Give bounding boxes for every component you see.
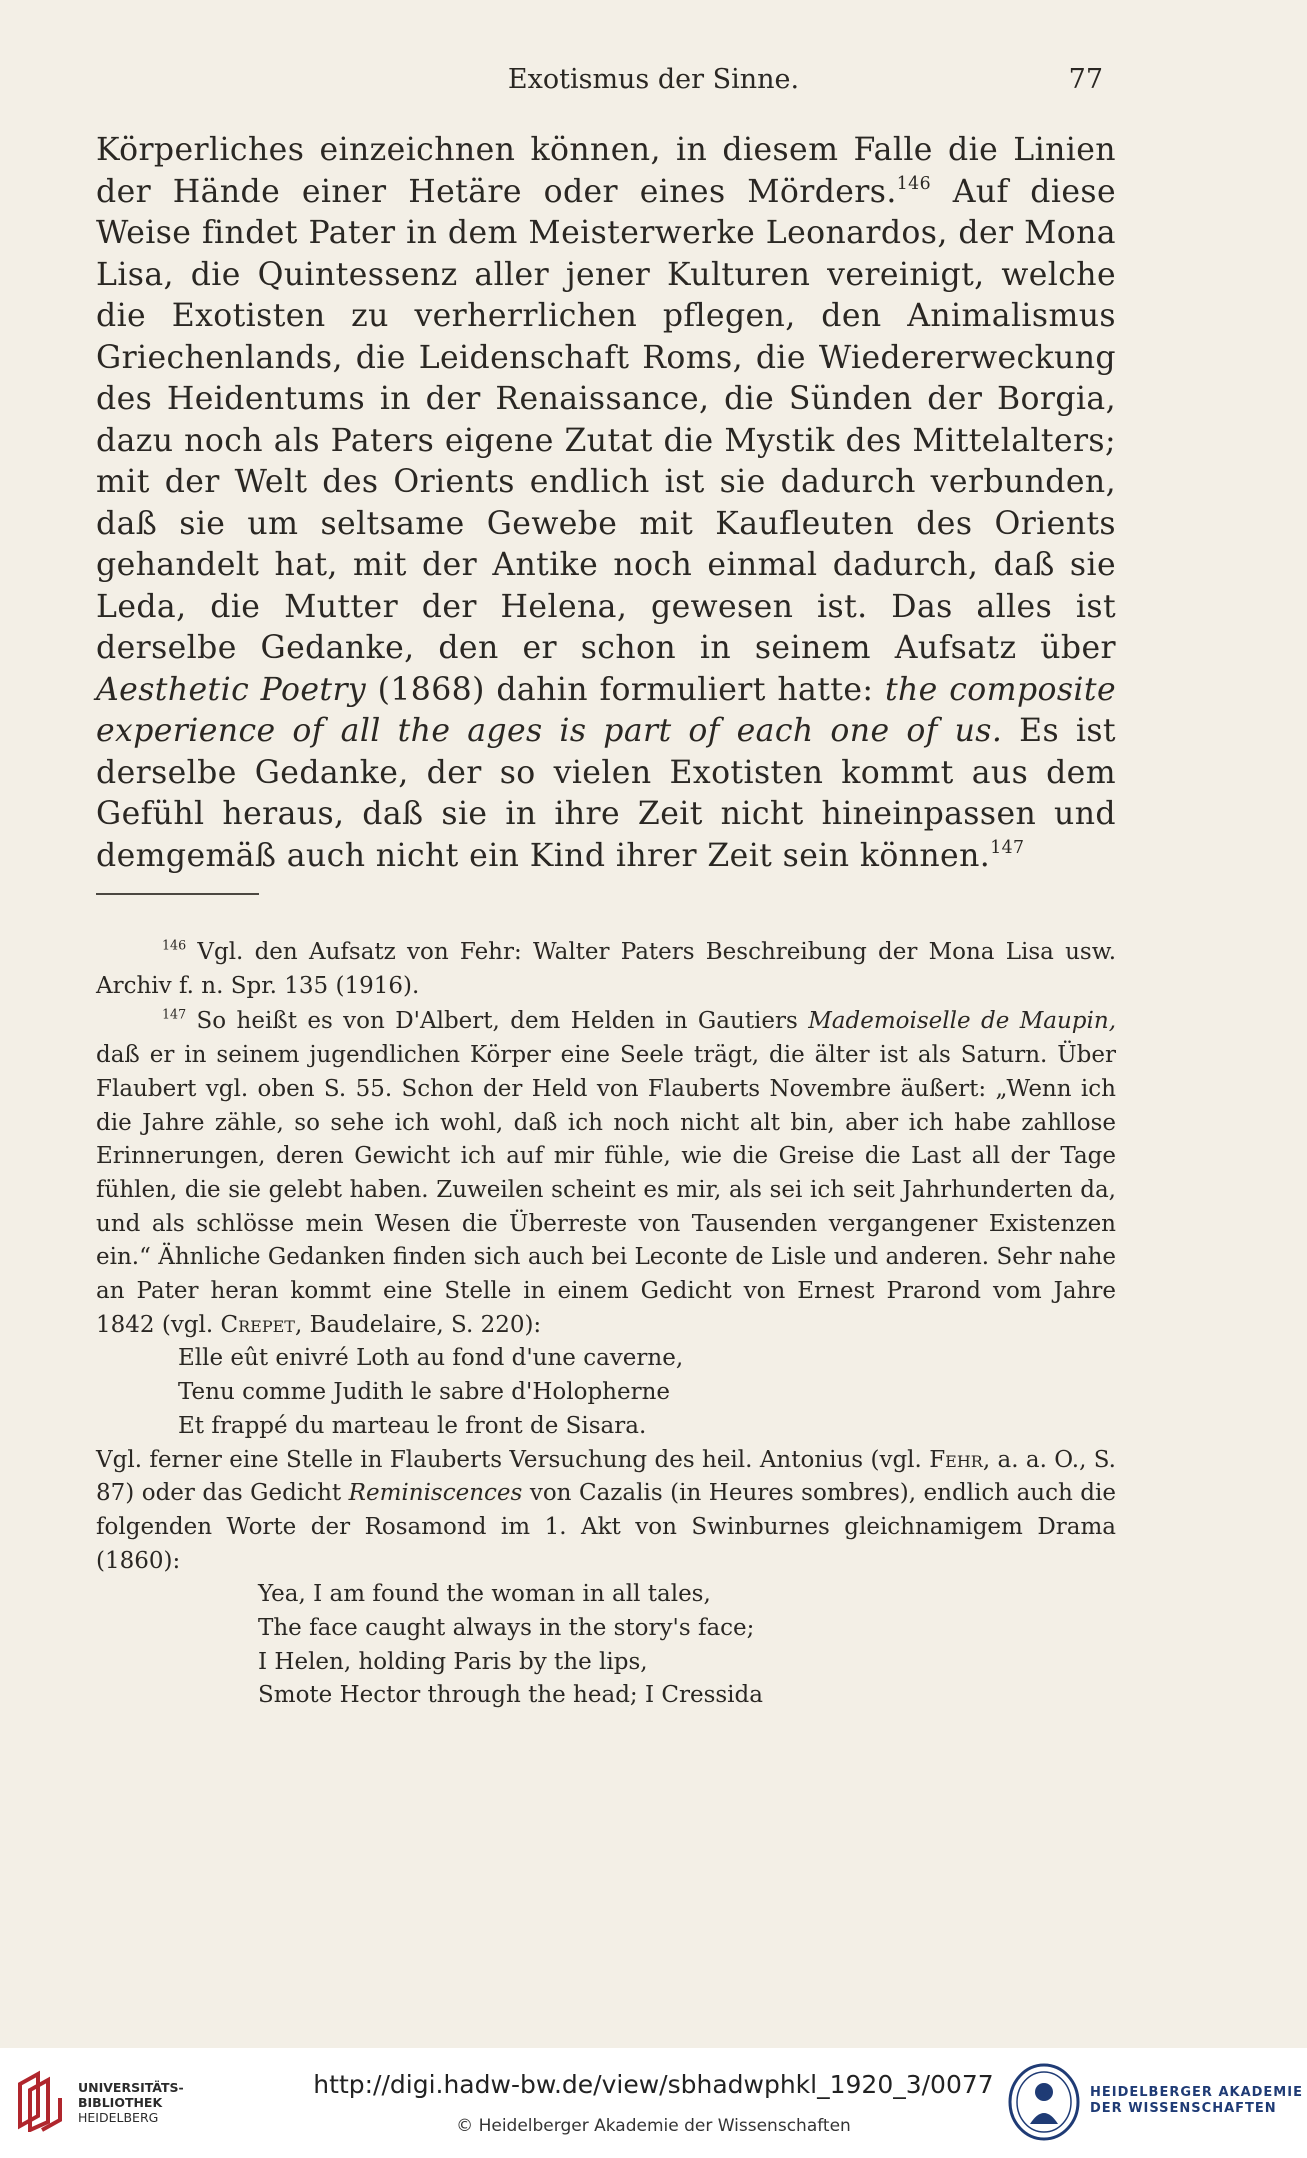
verse-line: Smote Hector through the head; I Cressida <box>258 1682 763 1709</box>
academy-name-line: HEIDELBERGER AKADEMIE <box>1090 2085 1303 2100</box>
verse-line: The face caught always in the story's face; <box>258 1615 755 1642</box>
footnote-mark: 147 <box>162 1006 187 1022</box>
page-header <box>0 64 1307 104</box>
footnote-text: So heißt es von D'Albert, dem Helden in Gautiers <box>186 1008 809 1035</box>
library-name-line: BIBLIOTHEK <box>78 2095 163 2110</box>
footnote-text: Vgl. ferner eine Stelle in Flauberts Versuchung des heil. Antonius (vgl. <box>96 1446 930 1473</box>
verse-line: Elle eût enivré Loth au fond d'une caverne, <box>178 1345 684 1372</box>
footnotes <box>96 936 1116 1713</box>
footnote-ref[interactable]: 146 <box>896 173 931 194</box>
work-title: Reminiscences <box>348 1480 523 1507</box>
verse-line: Et frappé du marteau le front de Sisara. <box>178 1412 647 1439</box>
academy-name-line: DER WISSENSCHAFTEN <box>1090 2101 1277 2116</box>
author-name: Crepet <box>220 1311 295 1338</box>
verse-line: I Helen, holding Paris by the lips, <box>258 1648 648 1675</box>
footnote-147 <box>96 1005 1116 1342</box>
english-quote: the composite experience of all the ages is part of each one of us. <box>96 671 1117 749</box>
main-text-segment: Es ist derselbe Gedanke, der so vielen Exotisten kommt aus dem Gefühl heraus, daß sie in ihre Zeit nicht hineinpassen und demgemäß auch nicht ein Kind ihrer Zeit sein können. <box>96 713 1116 874</box>
main-text-segment: (1868) dahin formuliert hatte: <box>366 671 885 708</box>
academy-seal-icon <box>1006 2062 1082 2142</box>
footnote-146 <box>96 936 1116 1003</box>
footnote-text: , Baudelaire, S. 220): <box>294 1311 542 1338</box>
footnote-divider <box>96 893 259 895</box>
author-name: Fehr <box>929 1446 983 1473</box>
footnote-text: , a. a. O., S. 87) oder das Gedicht <box>96 1446 1116 1507</box>
main-text <box>96 130 1116 877</box>
library-name-line: HEIDELBERG <box>78 2110 159 2125</box>
viewer-footer <box>0 2048 1307 2158</box>
footnote-continuation <box>96 1444 1116 1579</box>
footnote-mark: 146 <box>162 937 187 953</box>
footnote-ref[interactable]: 147 <box>990 837 1025 858</box>
french-verse <box>178 1342 1116 1443</box>
main-paragraph <box>96 130 1116 877</box>
copyright-notice: © Heidelberger Akademie der Wissenschaften <box>456 2116 851 2136</box>
work-title: Aesthetic Poetry <box>96 671 367 708</box>
verse-line: Tenu comme Judith le sabre d'Holopherne <box>178 1379 671 1406</box>
running-title: Exotismus der Sinne. <box>507 64 800 95</box>
page-number: 77 <box>1068 64 1103 95</box>
work-title: Mademoiselle de Maupin, <box>808 1008 1116 1035</box>
verse-line: Yea, I am found the woman in all tales, <box>258 1581 711 1608</box>
english-verse <box>258 1578 1116 1713</box>
footnote-text: von Cazalis (in Heures sombres), endlich auch die folgenden Worte der Rosamond im 1. Akt von Swinburnes gleichnamigem Drama (1860): <box>96 1480 1116 1574</box>
academy-name <box>1090 2085 1303 2117</box>
footnote-text: daß er in seinem jugendlichen Körper eine Seele trägt, die älter ist als Saturn. Über Flaubert vgl. oben S. 55. Schon der Held von Flauberts Novembre äußert: „Wenn ich die Jahre zähle, so sehe ich wohl, daß ich noch nicht alt bin, aber ich habe zahllose Erinnerungen, deren Gewicht ich auf mir fühle, wie die Greise die Last all der Tage fühlen, die sie gelebt haben. Zuweilen scheint es mir, als sei ich seit Jahrhunderten da, und als schlösse mein Wesen die Überreste von Tausenden vergangener Existenzen ein.“ Ähnliche Gedanken finden sich auch bei Leconte de Lisle und anderen. Sehr nahe an Pater heran kommt eine Stelle in einem Gedicht von Ernest Prarond vom Jahre 1842 (vgl. <box>96 1042 1116 1338</box>
main-text-segment: Auf diese Weise findet Pater in dem Meisterwerke Leonardos, der Mona Lisa, die Quintessenz aller jener Kulturen vereinigt, welche die Exotisten zu verherrlichen pflegen, den Animalismus Griechenlands, die Leidenschaft Roms, die Wiedererweckung des Heidentums in der Renaissance, die Sünden der Borgia, dazu noch als Paters eigene Zutat die Mystik des Mittelalters; mit der Welt des Orients endlich ist sie dadurch verbunden, daß sie um seltsame Gewebe mit Kaufleuten des Orients gehandelt hat, mit der Antike noch einmal dadurch, daß sie Leda, die Mutter der Helena, gewesen ist. Das alles ist derselbe Gedanke, den er schon in seinem Aufsatz über <box>96 173 1116 666</box>
footnote-text: Vgl. den Aufsatz von Fehr: Walter Paters Beschreibung der Mona Lisa usw. Archiv f. n. Spr. 135 (1916). <box>96 939 1116 999</box>
permalink-url[interactable]: http://digi.hadw-bw.de/view/sbhadwphkl_1920_3/0077 <box>313 2070 994 2099</box>
library-name-line: UNIVERSITÄTS- <box>78 2080 184 2095</box>
main-text-segment: Körperliches einzeichnen können, in diesem Falle die Linien der Hände einer Hetäre oder eines Mörders. <box>96 132 1116 210</box>
